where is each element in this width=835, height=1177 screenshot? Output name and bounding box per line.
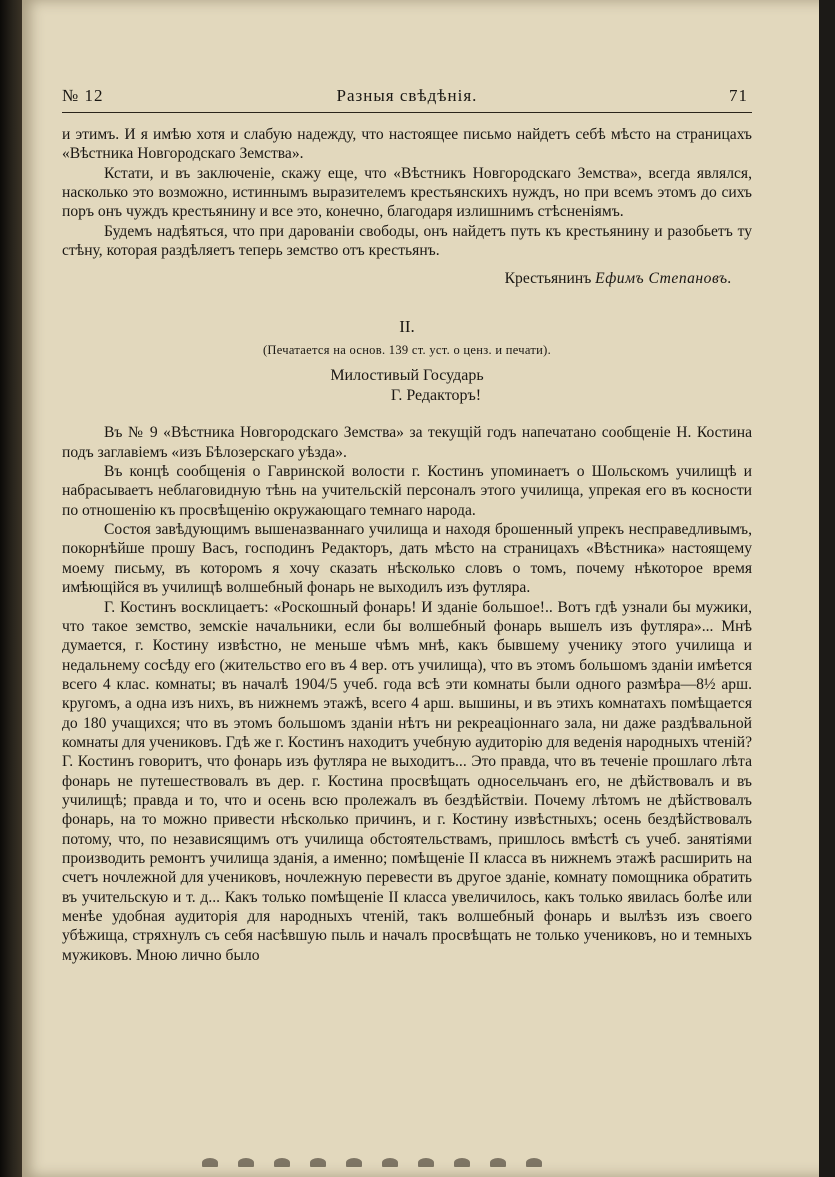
page-edge-shadow — [819, 0, 827, 1177]
letter-two-paragraph: Состоя завѣдующимъ вышеназваннаго училища и находя брошенный упрекъ несправедливымъ, покорнѣйше прошу Васъ, господинъ Редакторъ, дать мѣсто на страницахъ «Вѣстника» настоящему моему письму, въ которомъ я хочу сказать нѣсколько словъ о томъ, почему нѣкоторое время имѣющійся въ училищѣ волшебный фонарь не выходилъ изъ футляра. — [62, 521, 752, 597]
signature-name: Ефимъ Степановъ. — [595, 270, 732, 288]
issue-number: № 12 — [62, 86, 104, 105]
letter-one-paragraph: Кстати, и въ заключеніе, скажу еще, что «Вѣстникъ Новгородскаго Земства», всегда являлся, насколько это возможно, истиннымъ выразителемъ крестьянскихъ нуждъ, но при всемъ этомъ до сихъ поръ онъ чуждъ крестьянину и все это, конечно, благодаря излишнимъ стѣсненіямъ. — [62, 164, 752, 221]
letter-two-body — [62, 423, 752, 965]
salutation-line-2: Г. Редакторъ! — [390, 387, 482, 405]
letter-one-paragraph: и этимъ. И я имѣю хотя и слабую надежду, что настоящее письмо найдетъ себѣ мѣсто на страницахъ «Вѣстника Новгородскаго Земства». — [62, 126, 752, 163]
page-number: 71 — [729, 86, 748, 105]
letter-two-paragraph: Г. Костинъ восклицаетъ: «Роскошный фонарь! И зданіе большое!.. Вотъ гдѣ узнали бы мужики, что такое земство, земскіе начальники, если бы волшебный фонарь вышелъ изъ футляра»... Мнѣ думается, г. Костину извѣстно, не меньше чѣмъ мнѣ, какъ бывшему ученику этого училища и недальнему сосѣду его (жительство его въ 4 вер. отъ училища), что въ этомъ большомъ зданіи имѣется всего 4 клас. комнаты; въ началѣ 1904/5 учеб. года всѣ эти комнаты были одного размѣра—8½ арш. кругомъ, а одна изъ нихъ, въ нижнемъ этажѣ, всего 4 арш. вышины, и въ этихъ комнатахъ помѣщается до 180 учащихся; что въ этомъ большомъ зданіи нѣтъ ни рекреаціоннаго зала, ни даже раздѣвальной комнаты для учениковъ. Гдѣ же г. Костинъ находитъ учебную аудиторію для веденія народныхъ чтеній? Г. Костинъ говоритъ, что фонарь изъ футляра не выходитъ... Это правда, что въ теченіе прошлаго лѣта фонарь не путешествовалъ въ дер. г. Костина просвѣщать односельчанъ его, не дѣйствовалъ и въ училищѣ; правда и то, что и осень всю пролежалъ въ бездѣйствіи. Почему лѣтомъ не дѣйствовалъ фонарь, на то можно привести нѣсколько причинъ, и г. Костину извѣстныхъ; осень бездѣйствовалъ потому, что, по независящимъ отъ училища обстоятельствамъ, пришлось вмѣстѣ съ учеб. занятіями производить ремонтъ училища зданія, а именно; помѣщеніе II класса въ нижнемъ этажѣ расширить на счетъ ночлежной для учениковъ, ночлежную перевести въ другое зданіе, комнату помощника обратить въ учительскую и т. д... Какъ только помѣщеніе II класса увеличилось, какъ только явилась болѣе или менѣе удобная аудиторія для народныхъ чтеній, такъ волшебный фонарь и вылѣзъ изъ своего убѣжища, стряхнулъ съ себя насѣвшую пыль и началъ просвѣщать не только учениковъ, но и темныхъ мужиковъ. Мною лично было — [62, 598, 752, 964]
salutation-line-1: Милостивый Государь — [330, 367, 484, 385]
running-header — [62, 86, 752, 110]
letter-one — [62, 125, 752, 290]
letter-two-paragraph: Въ концѣ сообщенія о Гавринской волости г. Костинъ упоминаетъ о Шольскомъ училищѣ и набрасываетъ неблаговидную тѣнь на учительскій персоналъ этого училища, упрекая его въ косности по отношенію къ просвѣщенію окружающаго темнаго народа. — [62, 463, 752, 519]
page-content — [62, 86, 752, 965]
book-page — [22, 0, 827, 1177]
salutation — [62, 366, 752, 406]
signature — [62, 268, 732, 290]
letter-one-paragraph: Будемъ надѣяться, что при дарованіи свободы, онъ найдетъ путь къ крестьянину и разобьетъ ту стѣну, которая раздѣляетъ теперь земство отъ крестьянъ. — [62, 222, 752, 260]
letter-two-paragraph: Въ № 9 «Вѣстника Новгородскаго Земства» за текущій годъ напечатано сообщеніе Н. Костина подъ заглавіемъ «изъ Бѣлозерскаго уѣзда». — [62, 424, 752, 461]
header-rule — [62, 112, 752, 113]
censorship-notice: (Печатается на основ. 139 ст. уст. о ценз. и печати). — [262, 343, 552, 358]
section-title: Разныя свѣдѣнія. — [336, 86, 478, 105]
letter-two-number: II. — [399, 317, 415, 337]
signature-prefix: Крестьянинъ — [504, 270, 592, 288]
book-binding-shadow — [0, 0, 22, 1177]
bleed-through-marks — [202, 1152, 622, 1166]
